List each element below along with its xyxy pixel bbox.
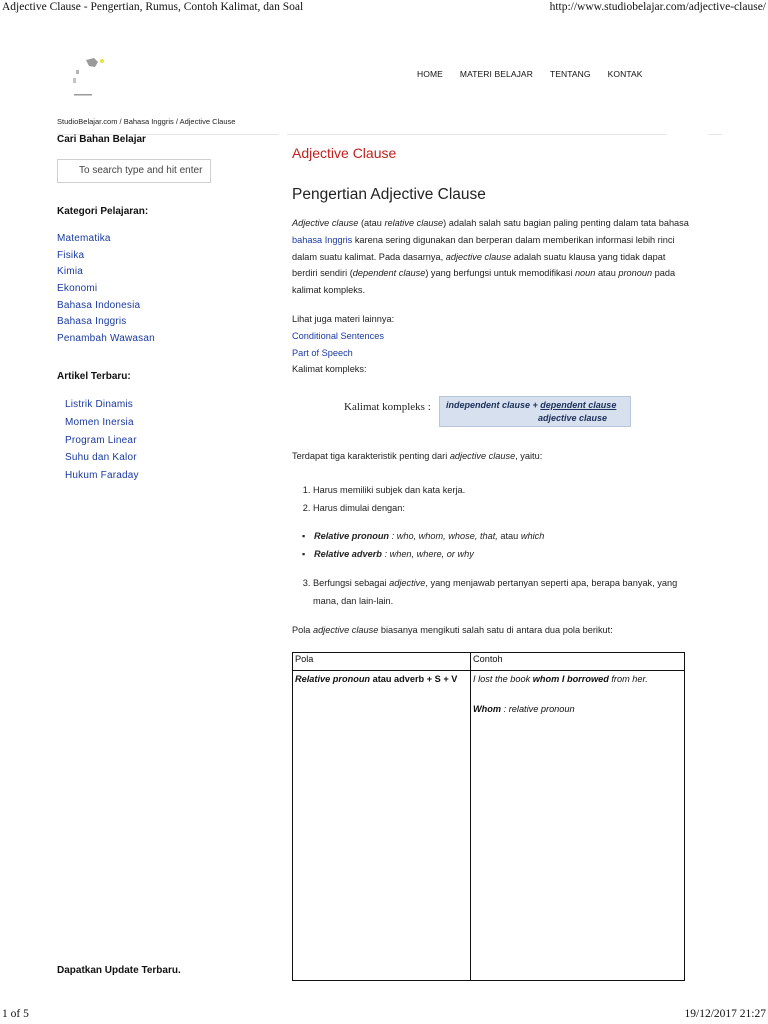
text: karena sering digunakan dan berperan dalam memberikan informasi lebih rinci dalam suatu kalimat. Pada dasarnya, [292,234,675,262]
artikel-list [65,396,139,485]
post-title: Adjective Clause [292,145,397,161]
kalimat-kompleks-label: Kalimat kompleks: [292,364,367,375]
diagram-label: Kalimat kompleks : [344,401,431,413]
artikel-link[interactable]: Program Linear [65,434,137,446]
text: , yang menjawab pertanyan seperti apa, berapa banyak, yang mana, dan lain-lain. [313,578,678,606]
link-part-of-speech[interactable]: Part of Speech [292,347,353,358]
text-em: adjective clause [445,251,512,262]
diagram-formula [446,400,616,410]
text: Pola [292,625,313,635]
text-strong: whom I borrowed [532,674,609,684]
bullet-term: Relative adverb [314,548,382,559]
nav-home[interactable]: HOME [417,69,443,79]
text: adalah suatu klausa yang tidak dapat berdiri sendiri ( [292,251,666,279]
diagram-adjective-clause: adjective clause [538,413,608,423]
text: atau [595,268,619,279]
text: Terdapat tiga karakteristik penting dari [292,451,450,461]
diagram-dependent: dependent clause [540,400,617,410]
diagram-plus: + [530,400,541,410]
text-em: adjective clause [312,625,379,635]
kategori-link[interactable]: Ekonomi [57,283,98,295]
site-logo[interactable] [58,46,208,102]
artikel-heading: Artikel Terbaru: [57,371,131,382]
kategori-list [57,231,155,348]
list-item [302,546,544,564]
example-note [473,702,682,717]
table-row [293,671,685,981]
list-item [313,575,680,610]
sidebar [57,134,279,976]
text-em: adjective clause [449,451,516,461]
print-footer [0,1006,768,1024]
link-bahasa-inggris[interactable]: bahasa Inggris [292,234,353,245]
section-title: Pengertian Adjective Clause [292,186,486,203]
nav-materi-belajar[interactable]: MATERI BELAJAR [459,69,533,79]
table-header: Contoh [471,653,685,671]
pola-table [292,652,685,981]
pola-adverb: atau adverb [370,674,425,684]
bullet-atau: atau [500,531,519,541]
artikel-link[interactable]: Suhu dan Kalor [65,452,137,464]
text-em: noun [574,268,596,279]
kategori-link[interactable]: Fisika [57,249,85,261]
characteristics-intro [292,448,692,465]
text-em: pronoun [618,268,653,279]
see-also [292,311,692,378]
text-em: : relative pronoun [501,704,575,714]
bullet-rest: : when, where, or why [381,548,474,559]
search-input[interactable]: To search type and hit enter [57,159,211,183]
diagram-independent: independent clause [446,400,531,410]
bullet-term: Relative pronoun [314,531,390,541]
characteristics-list [300,482,465,517]
see-also-label: Lihat juga materi lainnya: [292,314,395,324]
relative-words-list [302,528,544,563]
logo-icon [68,50,108,98]
characteristics-list-cont [300,575,680,610]
artikel-link[interactable]: Hukum Faraday [65,470,139,482]
bullet-last: which [518,531,545,541]
kategori-heading: Kategori Pelajaran: [57,206,149,217]
complex-sentence-diagram [344,396,632,428]
nav-tentang[interactable]: TENTANG [549,69,591,79]
list-item [302,528,544,546]
text: (atau [358,218,385,228]
pola-sv: + S + V [424,674,458,684]
print-header [0,0,768,18]
text-em: relative clause [384,218,444,228]
print-datetime: 19/12/2017 21:27 [684,1008,766,1020]
text: biasanya mengikuti salah satu di antara dua pola berikut: [378,625,613,635]
divider [708,134,722,135]
print-doc-title: Adjective Clause - Pengertian, Rumus, Contoh Kalimat, dan Soal [2,1,304,13]
update-heading: Dapatkan Update Terbaru. [57,965,181,976]
artikel-link[interactable]: Listrik Dinamis [65,399,134,410]
text: Berfungsi sebagai [313,578,390,588]
kategori-link[interactable]: Kimia [57,266,84,278]
example-sentence [473,672,682,687]
table-cell-pola [293,671,471,981]
paragraph-definition [292,215,692,299]
print-url: http://www.studiobelajar.com/adjective-clause/ [549,1,766,13]
text: ) yang berfungsi untuk memodifikasi [425,268,575,279]
kategori-link[interactable]: Bahasa Inggris [57,316,127,328]
pola-term: Relative pronoun [295,674,371,684]
text: pada kalimat kompleks. [292,268,676,296]
text: , yaitu: [515,451,543,461]
text-em: from her. [608,674,648,684]
table-header: Pola [293,653,471,671]
breadcrumb[interactable]: StudioBelajar.com / Bahasa Inggris / Adjective Clause [57,117,236,126]
kategori-link[interactable]: Bahasa Indonesia [57,299,141,311]
text-strong: Whom [473,704,502,714]
kategori-link[interactable]: Matematika [57,233,111,244]
diagram-box [439,396,631,427]
text-em: dependent clause [352,268,426,279]
kategori-link[interactable]: Penambah Wawasan [57,333,155,345]
text-em: Adjective clause [292,218,359,228]
text-em: adjective [389,578,426,588]
artikel-link[interactable]: Momen Inersia [65,416,134,428]
main-nav [417,69,660,79]
pola-intro [292,622,692,639]
text-em: I lost the book [473,674,533,684]
text: ) adalah salah satu bagian paling penting dalam tata bahasa [443,218,689,228]
nav-kontak[interactable]: KONTAK [607,69,643,79]
link-conditional-sentences[interactable]: Conditional Sentences [292,330,384,341]
print-page-number: 1 of 5 [2,1008,29,1020]
divider [287,134,667,135]
table-header-row [293,653,685,671]
list-item: 2. Harus dimulai dengan: [313,500,465,518]
search-heading: Cari Bahan Belajar [57,134,146,145]
list-item: 1. Harus memiliki subjek dan kata kerja. [313,482,465,500]
table-cell-contoh [471,671,685,981]
bullet-rest: : who, whom, whose, that, [389,531,501,541]
